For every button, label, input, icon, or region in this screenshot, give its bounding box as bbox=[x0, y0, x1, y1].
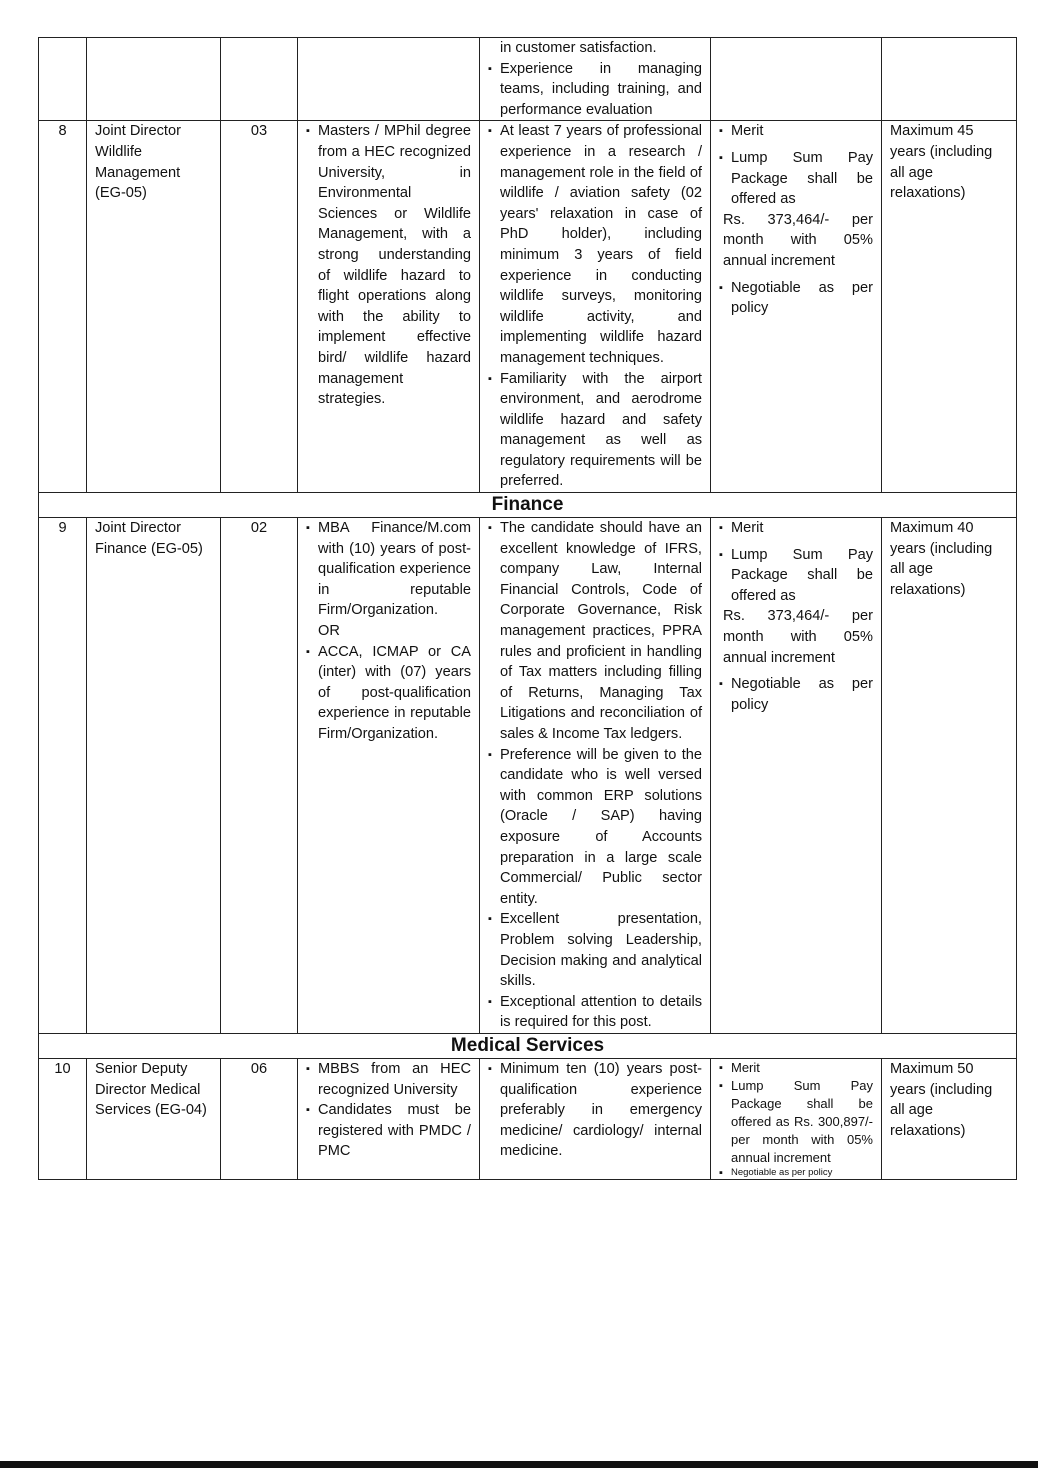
age-cell: Maximum 40 years (including all age relaxations) bbox=[882, 518, 1017, 1034]
pay-merit: ▪ Merit bbox=[719, 121, 873, 142]
experience-item: ▪ Preference will be given to the candidate who is well versed with common ERP solutions (Oracle / SAP) having exposure of Accounts preparation in a large scale Commercial/ Public sector entity. bbox=[488, 745, 702, 910]
experience-item: ▪ Minimum ten (10) years post-qualification experience preferably in emergency medicine/ cardiology/ internal medicine. bbox=[488, 1059, 702, 1162]
post-cell: Senior Deputy Director Medical Services (EG-04) bbox=[87, 1058, 221, 1179]
experience-item: in customer satisfaction. bbox=[500, 40, 657, 56]
pay-cell bbox=[711, 1058, 882, 1179]
experience-item: ▪ The candidate should have an excellent knowledge of IFRS, company Law, Internal Financial Controls, Code of Corporate Governance, Risk management practices, PPRA rules and proficient in handling of Tax matters including filling of Returns, Managing Tax Litigations and reconciliation of sales & Income Tax ledgers. bbox=[488, 518, 702, 745]
posts-cell bbox=[221, 38, 298, 121]
experience-cell bbox=[480, 121, 711, 493]
qualification-item: ▪ ACCA, ICMAP or CA (inter) with (07) years of post-qualification experience in reputable Firm/Organization. bbox=[306, 642, 471, 745]
section-title: Medical Services bbox=[39, 1033, 1017, 1058]
posts-cell: 02 bbox=[221, 518, 298, 1034]
posts-cell: 06 bbox=[221, 1058, 298, 1179]
pay-negotiable: ▪ Negotiable as per policy bbox=[719, 674, 873, 715]
qualification-item: ▪ MBA Finance/M.com with (10) years of post-qualification experience in reputable Firm/Organization. bbox=[306, 518, 471, 621]
sno-cell: 10 bbox=[39, 1058, 87, 1179]
age-cell bbox=[882, 38, 1017, 121]
qualification-cell bbox=[298, 38, 480, 121]
experience-cell bbox=[480, 518, 711, 1034]
pay-merit: ▪ Merit bbox=[719, 1059, 873, 1077]
qualification-cell bbox=[298, 121, 480, 493]
experience-cell bbox=[480, 1058, 711, 1179]
qualification-item: ▪ MBBS from an HEC recognized University bbox=[306, 1059, 471, 1100]
post-cell: Joint Director Wildlife Management (EG-05) bbox=[87, 121, 221, 493]
pay-cell bbox=[711, 518, 882, 1034]
pay-negotiable: ▪ Negotiable as per policy bbox=[719, 278, 873, 319]
qualification-item: ▪ Masters / MPhil degree from a HEC recognized University, in Environmental Sciences or Wildlife Management, with a strong understanding of wildlife hazard to flight operations along with the ability to implement effective bird/ wildlife hazard management strategies. bbox=[306, 121, 471, 409]
table-row-9 bbox=[39, 518, 1017, 1034]
section-row-finance bbox=[39, 493, 1017, 518]
qualification-or: OR bbox=[318, 623, 340, 640]
experience-cell bbox=[480, 38, 711, 121]
pay-lump-sum: ▪ Lump Sum Pay Package shall be offered as bbox=[719, 545, 873, 607]
section-title: Finance bbox=[39, 493, 1017, 518]
experience-item: ▪ At least 7 years of professional experience in a research / management role in the field of wildlife / aviation safety (02 years' relaxation in case of PhD holder), including minimum 3 years of field experience in conducting wildlife surveys, monitoring wildlife activity, and implementing wildlife hazard management techniques. bbox=[488, 121, 702, 368]
pay-cell bbox=[711, 121, 882, 493]
age-cell: Maximum 45 years (including all age relaxations) bbox=[882, 121, 1017, 493]
experience-item: ▪ Familiarity with the airport environment, and aerodrome wildlife hazard and safety management as well as regulatory requirements will be preferred. bbox=[488, 369, 702, 493]
qualification-cell bbox=[298, 1058, 480, 1179]
pay-amount: Rs. 373,464/- per month with 05% annual increment bbox=[723, 211, 873, 269]
post-cell bbox=[87, 38, 221, 121]
pay-cell bbox=[711, 38, 882, 121]
table-row-continued bbox=[39, 38, 1017, 121]
pay-merit: ▪ Merit bbox=[719, 518, 873, 539]
qualification-cell bbox=[298, 518, 480, 1034]
age-cell: Maximum 50 years (including all age relaxations) bbox=[882, 1058, 1017, 1179]
sno-cell: 9 bbox=[39, 518, 87, 1034]
experience-item: ▪ Excellent presentation, Problem solving Leadership, Decision making and analytical skills. bbox=[488, 909, 702, 991]
pay-negotiable: ▪ Negotiable as per policy bbox=[719, 1167, 873, 1179]
sno-cell bbox=[39, 38, 87, 121]
page-bottom-border bbox=[0, 1461, 1038, 1468]
experience-item: ▪ Exceptional attention to details is required for this post. bbox=[488, 992, 702, 1033]
section-row-medical bbox=[39, 1033, 1017, 1058]
recruitment-table bbox=[38, 37, 1017, 1180]
table-row-10 bbox=[39, 1058, 1017, 1179]
pay-lump-sum: ▪ Lump Sum Pay Package shall be offered as Rs. 300,897/- per month with 05% annual increment bbox=[719, 1077, 873, 1167]
pay-lump-sum: ▪ Lump Sum Pay Package shall be offered as bbox=[719, 148, 873, 210]
qualification-item: ▪ Candidates must be registered with PMDC / PMC bbox=[306, 1100, 471, 1162]
sno-cell: 8 bbox=[39, 121, 87, 493]
experience-item: ▪ Experience in managing teams, including training, and performance evaluation bbox=[488, 59, 702, 121]
table-row-8 bbox=[39, 121, 1017, 493]
pay-amount: Rs. 373,464/- per month with 05% annual increment bbox=[723, 608, 873, 666]
post-cell: Joint Director Finance (EG-05) bbox=[87, 518, 221, 1034]
posts-cell: 03 bbox=[221, 121, 298, 493]
